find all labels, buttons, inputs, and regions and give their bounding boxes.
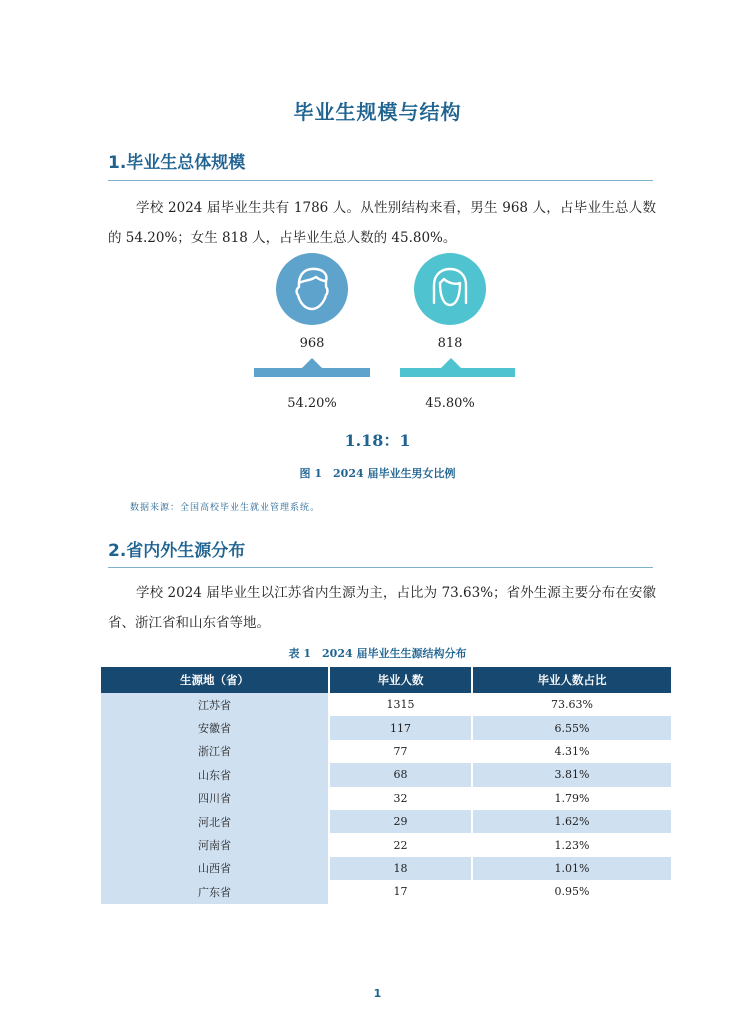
cell-origin: 河北省 <box>101 810 329 833</box>
table-header-row <box>101 667 671 693</box>
header-count: 毕业人数 <box>329 667 472 693</box>
table-caption: 表 1 2024 届毕业生生源结构分布 <box>288 647 467 660</box>
cell-origin: 安徽省 <box>101 716 329 739</box>
data-source-note: 数据来源：全国高校毕业生就业管理系统。 <box>130 503 321 513</box>
cell-count: 22 <box>329 833 472 856</box>
page-number: 1 <box>373 987 382 1000</box>
section-heading-2: 2.省内外生源分布 <box>108 541 246 561</box>
section-heading-1: 1.毕业生总体规模 <box>108 153 246 173</box>
section-divider-2 <box>108 567 653 568</box>
cell-count: 29 <box>329 810 472 833</box>
table-row <box>101 716 671 739</box>
table-row <box>101 693 671 716</box>
cell-percent: 0.95% <box>472 880 671 903</box>
cell-count: 1315 <box>329 693 472 716</box>
male-icon <box>276 253 348 325</box>
cell-count: 117 <box>329 716 472 739</box>
male-percent: 54.20% <box>287 396 337 411</box>
table-row <box>101 763 671 786</box>
section-2-paragraph: 学校 2024 届毕业生以江苏省内生源为主，占比为 73.63%；省外生源主要分布在安徽省、浙江省和山东省等地。 <box>108 585 656 631</box>
cell-count: 18 <box>329 857 472 880</box>
cell-origin: 浙江省 <box>101 740 329 763</box>
cell-count: 77 <box>329 740 472 763</box>
section-divider-1 <box>108 180 653 181</box>
male-count: 968 <box>299 336 325 351</box>
table-row <box>101 880 671 903</box>
cell-percent: 1.01% <box>472 857 671 880</box>
table-row <box>101 787 671 810</box>
cell-percent: 1.23% <box>472 833 671 856</box>
table-row <box>101 810 671 833</box>
table-row <box>101 740 671 763</box>
cell-origin: 河南省 <box>101 833 329 856</box>
cell-percent: 1.62% <box>472 810 671 833</box>
gender-ratio: 1.18：1 <box>344 431 411 450</box>
male-bar <box>254 368 370 377</box>
cell-origin: 山东省 <box>101 763 329 786</box>
female-icon <box>414 253 486 325</box>
female-percent: 45.80% <box>425 396 475 411</box>
cell-origin: 山西省 <box>101 857 329 880</box>
cell-percent: 1.79% <box>472 787 671 810</box>
header-percent: 毕业人数占比 <box>472 667 671 693</box>
male-pointer <box>302 358 322 368</box>
female-bar <box>400 368 515 377</box>
section-1-paragraph: 学校 2024 届毕业生共有 1786 人。从性别结构来看，男生 968 人，占毕业生总人数的 54.20%；女生 818 人，占毕业生总人数的 45.80%。 <box>108 200 656 246</box>
table-row <box>101 857 671 880</box>
cell-origin: 四川省 <box>101 787 329 810</box>
cell-count: 32 <box>329 787 472 810</box>
cell-percent: 4.31% <box>472 740 671 763</box>
cell-count: 68 <box>329 763 472 786</box>
cell-percent: 3.81% <box>472 763 671 786</box>
origin-table <box>101 667 671 904</box>
cell-origin: 江苏省 <box>101 693 329 716</box>
table-row <box>101 833 671 856</box>
cell-percent: 73.63% <box>472 693 671 716</box>
page-title: 毕业生规模与结构 <box>293 100 462 124</box>
cell-percent: 6.55% <box>472 716 671 739</box>
cell-count: 17 <box>329 880 472 903</box>
cell-origin: 广东省 <box>101 880 329 903</box>
figure-caption: 图 1 2024 届毕业生男女比例 <box>299 467 456 480</box>
female-count: 818 <box>437 336 463 351</box>
header-origin: 生源地（省） <box>101 667 329 693</box>
female-pointer <box>441 358 461 368</box>
